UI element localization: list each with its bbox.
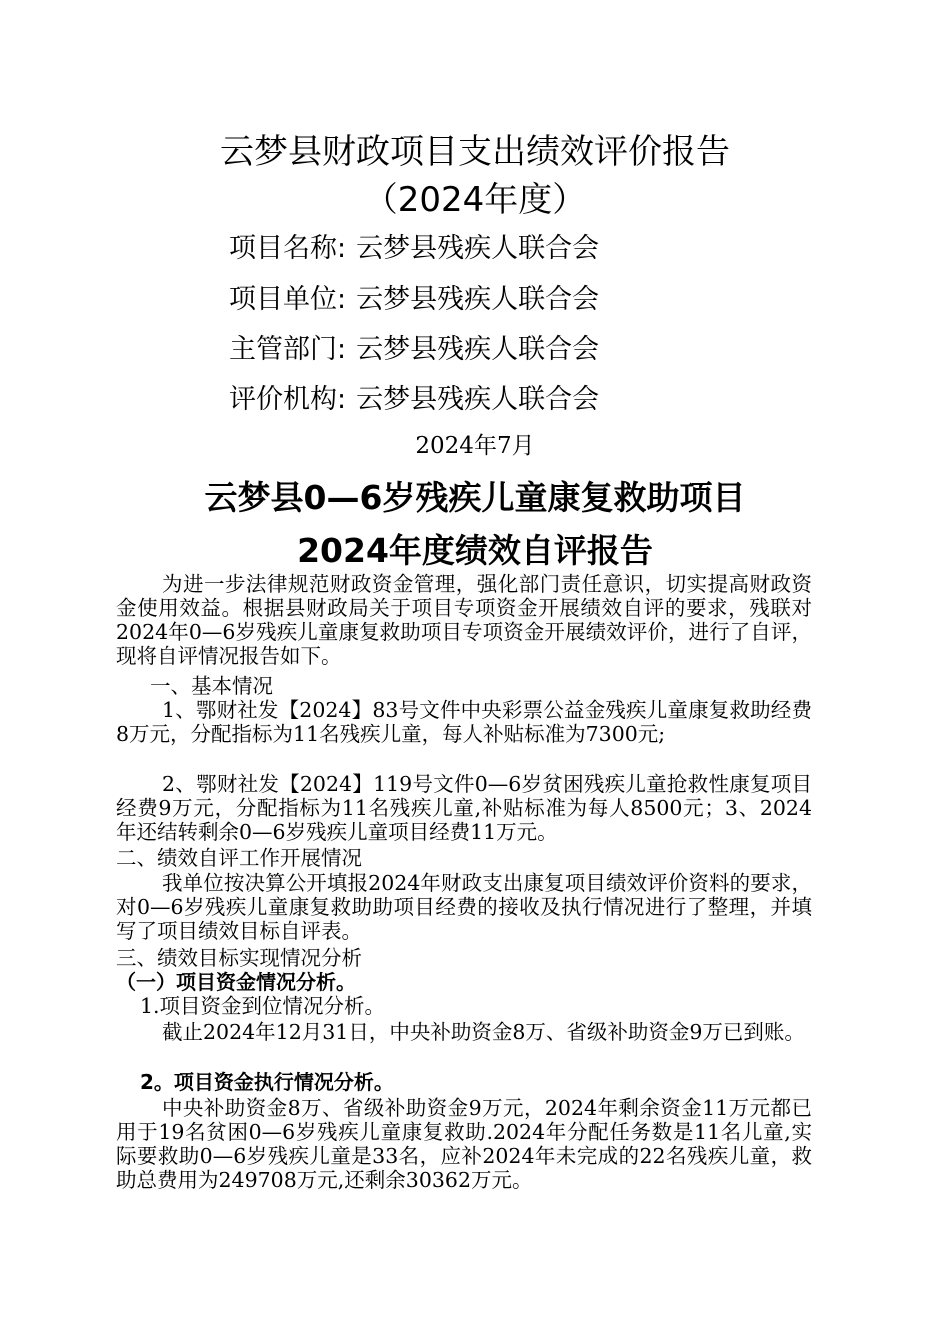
cover-year: （2024年度） [363, 180, 587, 220]
section1-item1: 1、鄂财社发【2024】83号文件中央彩票公益金残疾儿童康复救助经费8万元，分配指标为11名残疾儿童，每人补贴标准为7300元; [116, 698, 812, 746]
field-value: 云梦县残疾人联合会 [356, 284, 600, 315]
cover-field-evaluator [229, 383, 599, 417]
cover-title: 云梦县财政项目支出绩效评价报告 [220, 132, 730, 172]
section2-body: 我单位按决算公开填报2024年财政支出康复项目绩效评价资料的要求，对0—6岁残疾儿童康复救助助项目经费的接收及执行情况进行了整理，并填写了项目绩效目标自评表。 [116, 871, 812, 943]
section1-heading: 一、基本情况 [150, 674, 273, 698]
sub1-item2-heading: 2。项目资金执行情况分析。 [140, 1070, 394, 1094]
cover-field-department [229, 333, 599, 367]
sub1-item1-heading: 1.项目资金到位情况分析。 [140, 994, 386, 1018]
field-value: 云梦县残疾人联合会 [356, 334, 600, 365]
field-label: 主管部门: [229, 334, 347, 365]
section2-heading: 二、绩效自评工作开展情况 [116, 846, 362, 870]
field-value: 云梦县残疾人联合会 [356, 384, 600, 415]
sub1-item2-body: 中央补助资金8万、省级补助资金9万元，2024年剩余资金11万元都已用于19名贫困0—6岁残疾儿童康复救助.2024年分配任务数是11名儿童,实际要救助0—6岁残疾儿童是33名，应补2024年未完成的22名残疾儿童，救助总费用为249708万元,还剩余30362万元。 [116, 1096, 812, 1192]
report-title-line2: 2024年度绩效自评报告 [297, 531, 653, 570]
cover-date: 2024年7月 [415, 433, 535, 459]
cover-field-project-name [229, 232, 599, 266]
field-label: 项目单位: [229, 284, 347, 315]
field-label: 评价机构: [229, 384, 347, 415]
sub1-item1-body: 截止2024年12月31日，中央补助资金8万、省级补助资金9万已到账。 [162, 1020, 805, 1044]
intro-paragraph: 为进一步法律规范财政资金管理，强化部门责任意识，切实提高财政资金使用效益。根据县财政局关于项目专项资金开展绩效自评的要求，残联对2024年0—6岁残疾儿童康复救助项目专项资金开展绩效评价，进行了自评，现将自评情况报告如下。 [116, 572, 812, 668]
sub1-heading: （一）项目资金情况分析。 [116, 970, 356, 994]
section1-item2: 2、鄂财社发【2024】119号文件0—6岁贫困残疾儿童抢救性康复项目经费9万元，分配指标为11名残疾儿童,补贴标准为每人8500元；3、2024年还结转剩余0—6岁残疾儿童项目经费11万元。 [116, 772, 812, 844]
cover-field-project-unit [229, 283, 599, 317]
section3-heading: 三、绩效目标实现情况分析 [116, 946, 362, 970]
field-label: 项目名称: [229, 233, 347, 264]
report-title-line1: 云梦县0—6岁残疾儿童康复救助项目 [204, 478, 746, 517]
field-value: 云梦县残疾人联合会 [356, 233, 600, 264]
